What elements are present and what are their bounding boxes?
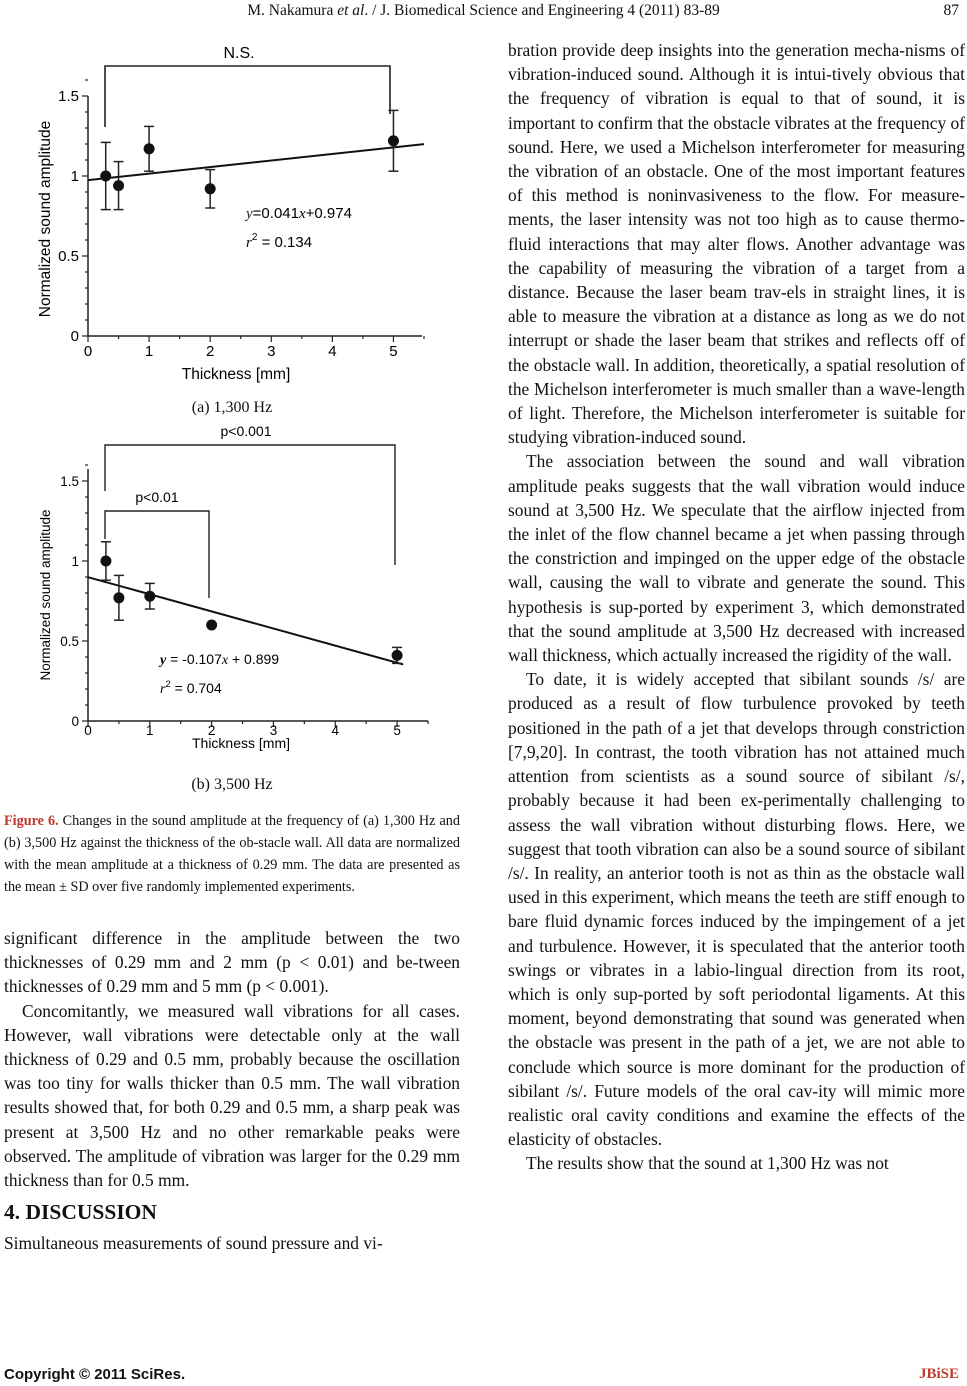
r-squared-b: $r^2 = 0.704$ bbox=[160, 679, 222, 697]
left-paragraph-2: Concomitantly, we measured wall vibrations for all cases. However, wall vibrations were detectable only at the wall thickness of 0.29 and 0.5 mm, probably because the oscillation was too tiny for walls thicker than 0.5 mm. The wall vibration results showed that, for both 0.29 and 0.5 mm, a sharp peak was present at 3,500 Hz and no other remarkable peaks were observed. The amplitude of vibration was larger for the 0.29 mm thickness than for 0.5 mm. bbox=[4, 1000, 460, 1191]
chart-panel-a bbox=[4, 30, 460, 390]
bracket-ns bbox=[105, 45, 390, 127]
y-tick-label: 0.5 bbox=[60, 634, 79, 649]
footer-journal: JBiSE bbox=[918, 1366, 959, 1382]
y-tick-label: 0.5 bbox=[58, 248, 79, 265]
subcaption-b: (b) 3,500 Hz bbox=[191, 776, 273, 793]
data-point bbox=[144, 143, 155, 154]
section-heading-discussion: 4. DISCUSSION bbox=[4, 1200, 157, 1225]
bracket-label-inner: p<0.01 bbox=[135, 489, 179, 505]
equation-b: y = -0.107x + 0.899 bbox=[160, 651, 280, 668]
x-tick-label: 2 bbox=[206, 343, 215, 360]
bracket-label-outer: p<0.001 bbox=[220, 423, 272, 439]
y-tick-label: 1.5 bbox=[58, 88, 79, 105]
right-paragraph-4: The results show that the sound at 1,300 Hz was not bbox=[526, 1153, 889, 1174]
x-tick-label: 5 bbox=[393, 723, 401, 738]
figure-caption-text: Changes in the sound amplitude at the frequency of (a) 1,300 Hz and (b) 3,500 Hz against the thickness of the ob-stacle wall. All data are normalized with the mean amplitude at a thickness of 0.29 mm. The data are presented as the mean ± SD over five randomly implemented experiments. bbox=[4, 813, 460, 895]
x-tick-label: 0 bbox=[83, 343, 93, 360]
y-axis-label-a: Normalized sound amplitude bbox=[37, 120, 54, 318]
x-tick-label: 5 bbox=[389, 343, 398, 360]
x-tick-label: 1 bbox=[144, 343, 154, 360]
data-point bbox=[206, 620, 217, 631]
chart-panel-b bbox=[4, 423, 460, 775]
right-column bbox=[508, 38, 965, 1176]
left-column bbox=[4, 30, 460, 1255]
bracket-label-ns: N.S. bbox=[223, 45, 255, 62]
data-point bbox=[113, 592, 124, 603]
y-axis-label-b: Normalized sound amplitude bbox=[38, 509, 53, 681]
footer bbox=[0, 1366, 967, 1386]
x-axis-label-a: Thickness [mm] bbox=[181, 366, 291, 383]
data-point bbox=[388, 135, 399, 146]
figure-6 bbox=[4, 30, 460, 794]
figure-caption-label: Figure 6. bbox=[4, 813, 59, 829]
page-number: 87 bbox=[943, 2, 959, 19]
running-head bbox=[0, 2, 967, 24]
x-tick-label: 1 bbox=[146, 723, 154, 738]
left-paragraph-3: Simultaneous measurements of sound pressure and vi- bbox=[4, 1233, 383, 1254]
x-tick-label: 2 bbox=[207, 723, 216, 738]
subcaption-a: (a) 1,300 Hz bbox=[191, 399, 273, 416]
y-tick-label: 0 bbox=[70, 328, 79, 345]
y-tick-label: 1 bbox=[70, 168, 79, 185]
x-axis-label-b: Thickness [mm] bbox=[191, 735, 291, 751]
right-paragraph-3: To date, it is widely accepted that sibilant sounds /s/ are produced as a result of flow turbulence provoked by teeth positioned in the path of a jet that develops through constriction [7,9,20]. In contrast, the tooth vibration has not attained much attention from scientists as a sound source of sibilant /s/, probably because it had been ex-perimentally challenging to assess the wall vibration without disturbing flows. Here, we suggest that tooth vibration can also be a sound source of sibilant /s/. In reality, an anterior tooth is not as thin as the obstacle wall used in this experiment, which means the teeth are stiff enough to bare fluid dynamic forces induced by the impingement of a jet and turbulence. However, it is speculated that the anterior tooth swings or vibrates in a labio-lingual direction from its root, which is only sup-ported by soft periodontal ligaments. At this moment, beyond demonstrating that sound was generated when the obstacle was present in the path of a jet, we are not able to conclude which source is more dominant for the production of sibilant /s/. Future models of the oral cav-ity will mimic more realistic oral cavity conditions and examine the effects of the elasticity of obstacles. bbox=[508, 669, 965, 1150]
y-tick-label: 1 bbox=[71, 554, 79, 569]
data-point bbox=[392, 650, 403, 661]
r-squared-a: $r^2 = 0.134$ bbox=[246, 232, 313, 251]
footer-copyright: Copyright © 2011 SciRes. bbox=[4, 1366, 186, 1383]
left-paragraph-1: significant difference in the amplitude between the two thicknesses of 0.29 mm and 2 mm (p < 0.01) and be-tween thicknesses of 0.29 mm and 5 mm (p < 0.001). bbox=[4, 928, 460, 997]
data-point bbox=[100, 556, 111, 567]
x-tick-label: 3 bbox=[267, 343, 276, 360]
right-paragraph-1: bration provide deep insights into the generation mecha-nisms of vibration-induced sound. Although it is intui-tively obvious that the frequency of vibration is equal to that of sound, it is important to confirm that the obstacle vibrates at the frequency of sound. Here, we used a Michelson interferometer for measuring the vibration of an obstacle. One of the most important features of this method is noninvasiveness to the flow. For measure-ments, the laser intensity was not too high as to cause thermo-fluid interactions that may alter flows. Another advantage was the capability of measuring the vibration of a target from a distance. Because the laser beam trav-els in straight lines, it is able to measure the vibration at a distance as long as we do not interrupt or shade the laser beam that strikes and reflects off of the obstacle wall. In addition, theoretically, a spatial resolution of the Michelson interferometer is much smaller than a wave-length of light. Therefore, the Michelson interferometer is suitable for studying vibration-induced sound. bbox=[508, 40, 965, 448]
data-point bbox=[144, 591, 155, 602]
equation-a: y=0.041x+0.974 bbox=[246, 205, 352, 222]
y-tick-label: 1.5 bbox=[60, 474, 79, 489]
data-point bbox=[205, 183, 216, 194]
x-tick-label: 3 bbox=[269, 723, 278, 738]
regression-line bbox=[88, 144, 424, 180]
y-tick-label: 0 bbox=[71, 714, 79, 729]
x-tick-label: 4 bbox=[328, 343, 337, 360]
data-point bbox=[113, 180, 124, 191]
data-point bbox=[100, 171, 111, 182]
running-head-title: M. Nakamura et al. / J. Biomedical Science and Engineering 4 (2011) 83-89 bbox=[247, 2, 720, 19]
right-paragraph-2: The association between the sound and wall vibration amplitude peaks suggests that the wall vibration would induce sound at 3,500 Hz. We speculate that the airflow injected from the inlet of the flow channel became a jet when passing through the constriction and impinged on the upper edge of the obstacle wall, causing the wall to vibrate and generate the sound. This hypothesis is sup-ported by experiment 3, which demonstrated that the sound amplitude at 3,500 Hz decreased with increased wall thickness, which actually increased the rigidity of the wall. bbox=[508, 451, 965, 666]
figure-caption bbox=[4, 810, 460, 898]
bracket-inner bbox=[105, 489, 209, 598]
x-tick-label: 0 bbox=[84, 723, 92, 738]
x-tick-label: 4 bbox=[331, 723, 340, 738]
